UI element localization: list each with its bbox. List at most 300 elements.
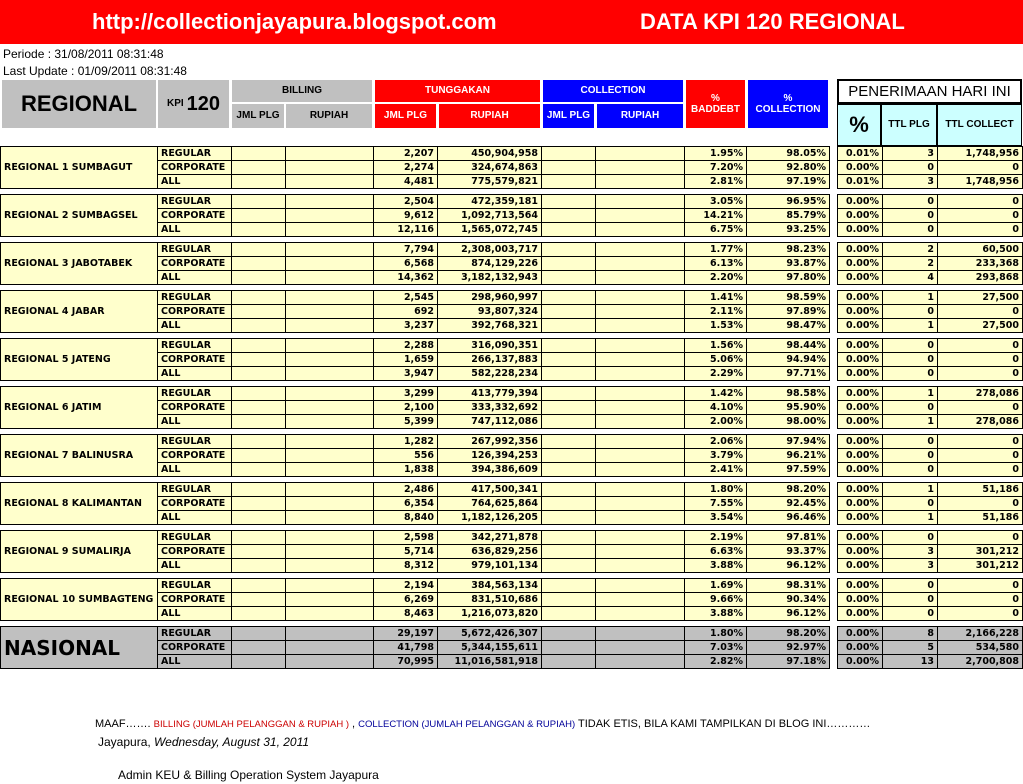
pct-baddebt: 2.29%: [685, 367, 747, 381]
penerimaan-pct: 0.00%: [838, 257, 883, 271]
tunggakan-jml-plg: 70,995: [374, 655, 438, 669]
ttl-plg: 2: [883, 243, 938, 257]
collection-jml-plg-cell: [542, 271, 596, 285]
ttl-collect: 0: [938, 401, 1023, 415]
pct-collection: 90.34%: [747, 593, 830, 607]
pct-baddebt: 1.80%: [685, 627, 747, 641]
tunggakan-jml-plg: 556: [374, 449, 438, 463]
region-name: REGIONAL 2 SUMBAGSEL: [1, 195, 158, 237]
ttl-collect: 301,212: [938, 559, 1023, 573]
header-pct-collection-symbol: %: [783, 92, 793, 104]
collection-jml-plg-cell: [542, 339, 596, 353]
column-gap: [830, 483, 838, 497]
column-gap: [830, 415, 838, 429]
title-banner: [0, 0, 1023, 44]
tunggakan-rupiah: 636,829,256: [438, 545, 542, 559]
pct-collection: 98.58%: [747, 387, 830, 401]
ttl-collect: 0: [938, 497, 1023, 511]
tunggakan-jml-plg: 692: [374, 305, 438, 319]
ttl-collect: 0: [938, 223, 1023, 237]
pct-baddebt: 1.56%: [685, 339, 747, 353]
billing-jml-plg-cell: [232, 353, 286, 367]
tunggakan-rupiah: 1,182,126,205: [438, 511, 542, 525]
tunggakan-jml-plg: 41,798: [374, 641, 438, 655]
collection-jml-plg-cell: [542, 483, 596, 497]
billing-jml-plg-cell: [232, 305, 286, 319]
ttl-plg: 1: [883, 483, 938, 497]
ttl-plg: 1: [883, 319, 938, 333]
ttl-collect: 27,500: [938, 291, 1023, 305]
customer-type: CORPORATE: [158, 305, 232, 319]
pct-collection: 96.12%: [747, 607, 830, 621]
billing-jml-plg-cell: [232, 415, 286, 429]
column-gap: [830, 607, 838, 621]
ttl-plg: 1: [883, 511, 938, 525]
pct-baddebt: 1.53%: [685, 319, 747, 333]
customer-type: ALL: [158, 271, 232, 285]
tunggakan-rupiah: 1,092,713,564: [438, 209, 542, 223]
billing-jml-plg-cell: [232, 607, 286, 621]
header-pct-collection: [748, 80, 828, 128]
tunggakan-jml-plg: 1,838: [374, 463, 438, 477]
penerimaan-pct: 0.00%: [838, 367, 883, 381]
table-row: [1, 339, 1023, 353]
pct-baddebt: 3.88%: [685, 559, 747, 573]
ttl-plg: 0: [883, 497, 938, 511]
table-row: [1, 291, 1023, 305]
kpi-data-table: [0, 146, 1023, 675]
pct-baddebt: 1.42%: [685, 387, 747, 401]
billing-rupiah-cell: [286, 401, 374, 415]
pct-baddebt: 1.41%: [685, 291, 747, 305]
collection-rupiah-cell: [596, 497, 685, 511]
pct-baddebt: 2.81%: [685, 175, 747, 189]
billing-rupiah-cell: [286, 147, 374, 161]
pct-baddebt: 9.66%: [685, 593, 747, 607]
tunggakan-rupiah: 831,510,686: [438, 593, 542, 607]
column-gap: [830, 243, 838, 257]
billing-jml-plg-cell: [232, 593, 286, 607]
ttl-plg: 0: [883, 607, 938, 621]
collection-rupiah-cell: [596, 559, 685, 573]
penerimaan-pct: 0.00%: [838, 627, 883, 641]
ttl-collect: 0: [938, 209, 1023, 223]
penerimaan-pct: 0.00%: [838, 579, 883, 593]
billing-jml-plg-cell: [232, 511, 286, 525]
tunggakan-rupiah: 394,386,609: [438, 463, 542, 477]
pct-collection: 96.21%: [747, 449, 830, 463]
date-value: Wednesday, August 31, 2011: [154, 735, 310, 749]
column-gap: [830, 271, 838, 285]
penerimaan-pct: 0.00%: [838, 449, 883, 463]
ttl-plg: 3: [883, 147, 938, 161]
collection-jml-plg-cell: [542, 367, 596, 381]
ttl-plg: 2: [883, 257, 938, 271]
ttl-plg: 0: [883, 463, 938, 477]
column-gap: [830, 497, 838, 511]
ttl-collect: 0: [938, 607, 1023, 621]
tunggakan-rupiah: 582,228,234: [438, 367, 542, 381]
pct-collection: 98.59%: [747, 291, 830, 305]
billing-rupiah-cell: [286, 641, 374, 655]
tunggakan-rupiah: 392,768,321: [438, 319, 542, 333]
collection-rupiah-cell: [596, 209, 685, 223]
header-kpi-label: KPI: [166, 98, 184, 110]
column-gap: [830, 401, 838, 415]
tunggakan-jml-plg: 2,486: [374, 483, 438, 497]
billing-jml-plg-cell: [232, 655, 286, 669]
customer-type: REGULAR: [158, 147, 232, 161]
collection-jml-plg-cell: [542, 511, 596, 525]
billing-jml-plg-cell: [232, 271, 286, 285]
customer-type: ALL: [158, 367, 232, 381]
collection-jml-plg-cell: [542, 641, 596, 655]
header-pct-collection-label: COLLECTION: [755, 104, 821, 115]
column-gap: [830, 257, 838, 271]
collection-jml-plg-cell: [542, 531, 596, 545]
collection-jml-plg-cell: [542, 147, 596, 161]
collection-jml-plg-cell: [542, 607, 596, 621]
tunggakan-rupiah: 417,500,341: [438, 483, 542, 497]
customer-type: ALL: [158, 559, 232, 573]
billing-rupiah-cell: [286, 339, 374, 353]
collection-rupiah-cell: [596, 175, 685, 189]
pct-collection: 85.79%: [747, 209, 830, 223]
column-gap: [830, 655, 838, 669]
pct-collection: 98.47%: [747, 319, 830, 333]
pct-collection: 98.20%: [747, 483, 830, 497]
tunggakan-jml-plg: 2,207: [374, 147, 438, 161]
ttl-plg: 0: [883, 195, 938, 209]
billing-jml-plg-cell: [232, 497, 286, 511]
header-tunggakan-rupiah: RUPIAH: [439, 104, 540, 128]
customer-type: CORPORATE: [158, 449, 232, 463]
billing-jml-plg-cell: [232, 401, 286, 415]
pct-baddebt: 2.11%: [685, 305, 747, 319]
tunggakan-jml-plg: 6,568: [374, 257, 438, 271]
collection-rupiah-cell: [596, 641, 685, 655]
customer-type: REGULAR: [158, 387, 232, 401]
billing-rupiah-cell: [286, 257, 374, 271]
tunggakan-rupiah: 126,394,253: [438, 449, 542, 463]
billing-rupiah-cell: [286, 415, 374, 429]
tunggakan-rupiah: 324,674,863: [438, 161, 542, 175]
billing-rupiah-cell: [286, 387, 374, 401]
column-gap: [830, 641, 838, 655]
customer-type: REGULAR: [158, 627, 232, 641]
header-penerimaan-hari-ini: PENERIMAAN HARI INI: [837, 79, 1022, 104]
penerimaan-pct: 0.00%: [838, 607, 883, 621]
region-name: REGIONAL 1 SUMBAGUT: [1, 147, 158, 189]
pct-baddebt: 6.13%: [685, 257, 747, 271]
penerimaan-pct: 0.00%: [838, 305, 883, 319]
pct-baddebt: 1.95%: [685, 147, 747, 161]
tunggakan-jml-plg: 14,362: [374, 271, 438, 285]
collection-rupiah-cell: [596, 655, 685, 669]
ttl-plg: 1: [883, 415, 938, 429]
table-row: [1, 243, 1023, 257]
tunggakan-jml-plg: 8,463: [374, 607, 438, 621]
pct-collection: 98.44%: [747, 339, 830, 353]
customer-type: REGULAR: [158, 435, 232, 449]
ttl-plg: 0: [883, 531, 938, 545]
tunggakan-rupiah: 413,779,394: [438, 387, 542, 401]
tunggakan-jml-plg: 1,659: [374, 353, 438, 367]
billing-jml-plg-cell: [232, 257, 286, 271]
ttl-plg: 0: [883, 223, 938, 237]
note-collection: COLLECTION (JUMLAH PELANGGAN & RUPIAH): [358, 719, 576, 730]
penerimaan-pct: 0.00%: [838, 223, 883, 237]
region-name: REGIONAL 7 BALINUSRA: [1, 435, 158, 477]
ttl-collect: 51,186: [938, 511, 1023, 525]
billing-rupiah-cell: [286, 497, 374, 511]
ttl-collect: 0: [938, 449, 1023, 463]
customer-type: CORPORATE: [158, 401, 232, 415]
column-gap: [830, 531, 838, 545]
column-gap: [830, 175, 838, 189]
tunggakan-rupiah: 472,359,181: [438, 195, 542, 209]
billing-jml-plg-cell: [232, 319, 286, 333]
tunggakan-jml-plg: 29,197: [374, 627, 438, 641]
table-row: [1, 531, 1023, 545]
disclaimer-note: [95, 718, 870, 730]
pct-collection: 98.05%: [747, 147, 830, 161]
penerimaan-pct: 0.00%: [838, 291, 883, 305]
header-regional: REGIONAL: [2, 80, 156, 128]
ttl-collect: 301,212: [938, 545, 1023, 559]
pct-baddebt: 1.69%: [685, 579, 747, 593]
header-billing-jml-plg: JML PLG: [232, 104, 284, 128]
table-row: [1, 147, 1023, 161]
billing-rupiah-cell: [286, 531, 374, 545]
billing-jml-plg-cell: [232, 161, 286, 175]
region-name: REGIONAL 9 SUMALIRJA: [1, 531, 158, 573]
collection-jml-plg-cell: [542, 401, 596, 415]
tunggakan-jml-plg: 2,598: [374, 531, 438, 545]
penerimaan-pct: 0.00%: [838, 483, 883, 497]
tunggakan-jml-plg: 2,545: [374, 291, 438, 305]
column-gap: [830, 209, 838, 223]
collection-rupiah-cell: [596, 511, 685, 525]
ttl-collect: 2,166,228: [938, 627, 1023, 641]
collection-jml-plg-cell: [542, 463, 596, 477]
region-name: REGIONAL 10 SUMBAGTENG: [1, 579, 158, 621]
pct-baddebt: 1.77%: [685, 243, 747, 257]
header-penerimaan-pct: %: [837, 104, 881, 146]
tunggakan-jml-plg: 7,794: [374, 243, 438, 257]
pct-collection: 96.95%: [747, 195, 830, 209]
customer-type: REGULAR: [158, 531, 232, 545]
note-lead: MAAF…….: [95, 718, 154, 730]
penerimaan-pct: 0.00%: [838, 641, 883, 655]
pct-collection: 97.18%: [747, 655, 830, 669]
pct-collection: 96.46%: [747, 511, 830, 525]
header-billing: BILLING: [232, 80, 372, 102]
tunggakan-jml-plg: 2,194: [374, 579, 438, 593]
pct-collection: 98.20%: [747, 627, 830, 641]
penerimaan-pct: 0.00%: [838, 387, 883, 401]
tunggakan-jml-plg: 5,714: [374, 545, 438, 559]
collection-jml-plg-cell: [542, 257, 596, 271]
collection-rupiah-cell: [596, 305, 685, 319]
customer-type: CORPORATE: [158, 641, 232, 655]
ttl-plg: 0: [883, 367, 938, 381]
pct-collection: 98.31%: [747, 579, 830, 593]
billing-rupiah-cell: [286, 435, 374, 449]
pct-baddebt: 2.00%: [685, 415, 747, 429]
column-gap: [830, 511, 838, 525]
customer-type: CORPORATE: [158, 257, 232, 271]
pct-baddebt: 7.55%: [685, 497, 747, 511]
ttl-collect: 0: [938, 463, 1023, 477]
tunggakan-rupiah: 2,308,003,717: [438, 243, 542, 257]
column-gap: [830, 449, 838, 463]
pct-collection: 97.80%: [747, 271, 830, 285]
collection-jml-plg-cell: [542, 655, 596, 669]
column-gap: [830, 305, 838, 319]
ttl-collect: 233,368: [938, 257, 1023, 271]
customer-type: REGULAR: [158, 579, 232, 593]
ttl-plg: 0: [883, 353, 938, 367]
penerimaan-pct: 0.00%: [838, 401, 883, 415]
pct-baddebt: 3.88%: [685, 607, 747, 621]
ttl-plg: 1: [883, 387, 938, 401]
date-city: Jayapura,: [98, 735, 155, 749]
billing-jml-plg-cell: [232, 223, 286, 237]
tunggakan-rupiah: 979,101,134: [438, 559, 542, 573]
tunggakan-rupiah: 11,016,581,918: [438, 655, 542, 669]
tunggakan-rupiah: 764,625,864: [438, 497, 542, 511]
tunggakan-rupiah: 384,563,134: [438, 579, 542, 593]
pct-collection: 95.90%: [747, 401, 830, 415]
collection-rupiah-cell: [596, 367, 685, 381]
collection-rupiah-cell: [596, 291, 685, 305]
column-gap: [830, 593, 838, 607]
header-collection-rupiah: RUPIAH: [597, 104, 683, 128]
penerimaan-pct: 0.00%: [838, 655, 883, 669]
billing-jml-plg-cell: [232, 641, 286, 655]
tunggakan-rupiah: 1,216,073,820: [438, 607, 542, 621]
pct-collection: 97.59%: [747, 463, 830, 477]
billing-rupiah-cell: [286, 223, 374, 237]
pct-collection: 92.45%: [747, 497, 830, 511]
collection-jml-plg-cell: [542, 627, 596, 641]
penerimaan-pct: 0.00%: [838, 593, 883, 607]
pct-baddebt: 2.20%: [685, 271, 747, 285]
collection-jml-plg-cell: [542, 579, 596, 593]
ttl-plg: 0: [883, 161, 938, 175]
ttl-collect: 0: [938, 593, 1023, 607]
tunggakan-jml-plg: 1,282: [374, 435, 438, 449]
customer-type: REGULAR: [158, 195, 232, 209]
tunggakan-jml-plg: 9,612: [374, 209, 438, 223]
pct-baddebt: 2.19%: [685, 531, 747, 545]
header-kpi-value: 120: [186, 92, 221, 115]
column-gap: [830, 319, 838, 333]
collection-rupiah-cell: [596, 257, 685, 271]
billing-rupiah-cell: [286, 627, 374, 641]
customer-type: ALL: [158, 415, 232, 429]
header-pct-baddebt-label: BADDEBT: [691, 104, 740, 115]
billing-rupiah-cell: [286, 305, 374, 319]
ttl-collect: 1,748,956: [938, 175, 1023, 189]
footer-signature: Admin KEU & Billing Operation System Jayapura: [118, 768, 379, 782]
ttl-plg: 5: [883, 641, 938, 655]
penerimaan-pct: 0.00%: [838, 161, 883, 175]
column-gap: [830, 545, 838, 559]
tunggakan-jml-plg: 8,312: [374, 559, 438, 573]
tunggakan-rupiah: 93,807,324: [438, 305, 542, 319]
billing-rupiah-cell: [286, 209, 374, 223]
ttl-plg: 0: [883, 339, 938, 353]
collection-jml-plg-cell: [542, 223, 596, 237]
billing-rupiah-cell: [286, 655, 374, 669]
pct-collection: 97.19%: [747, 175, 830, 189]
tunggakan-rupiah: 775,579,821: [438, 175, 542, 189]
pct-collection: 97.71%: [747, 367, 830, 381]
pct-baddebt: 2.06%: [685, 435, 747, 449]
ttl-plg: 0: [883, 449, 938, 463]
region-name: REGIONAL 5 JATENG: [1, 339, 158, 381]
column-gap: [830, 147, 838, 161]
ttl-collect: 60,500: [938, 243, 1023, 257]
pct-baddebt: 2.41%: [685, 463, 747, 477]
customer-type: REGULAR: [158, 243, 232, 257]
penerimaan-pct: 0.00%: [838, 559, 883, 573]
last-update-text: Last Update : 01/09/2011 08:31:48: [3, 64, 187, 78]
collection-jml-plg-cell: [542, 291, 596, 305]
ttl-collect: 51,186: [938, 483, 1023, 497]
column-gap: [830, 195, 838, 209]
billing-jml-plg-cell: [232, 367, 286, 381]
customer-type: CORPORATE: [158, 161, 232, 175]
collection-jml-plg-cell: [542, 593, 596, 607]
pct-collection: 98.00%: [747, 415, 830, 429]
collection-rupiah-cell: [596, 415, 685, 429]
collection-rupiah-cell: [596, 531, 685, 545]
penerimaan-pct: 0.00%: [838, 271, 883, 285]
collection-rupiah-cell: [596, 147, 685, 161]
collection-rupiah-cell: [596, 483, 685, 497]
ttl-collect: 0: [938, 195, 1023, 209]
column-gap: [830, 627, 838, 641]
pct-baddebt: 3.05%: [685, 195, 747, 209]
ttl-plg: 3: [883, 559, 938, 573]
tunggakan-rupiah: 747,112,086: [438, 415, 542, 429]
collection-jml-plg-cell: [542, 387, 596, 401]
collection-jml-plg-cell: [542, 243, 596, 257]
billing-rupiah-cell: [286, 449, 374, 463]
customer-type: CORPORATE: [158, 497, 232, 511]
ttl-plg: 0: [883, 401, 938, 415]
billing-rupiah-cell: [286, 291, 374, 305]
collection-rupiah-cell: [596, 401, 685, 415]
ttl-plg: 3: [883, 545, 938, 559]
billing-jml-plg-cell: [232, 435, 286, 449]
tunggakan-jml-plg: 3,299: [374, 387, 438, 401]
ttl-collect: 293,868: [938, 271, 1023, 285]
customer-type: REGULAR: [158, 483, 232, 497]
collection-rupiah-cell: [596, 435, 685, 449]
customer-type: ALL: [158, 223, 232, 237]
table-row: [1, 579, 1023, 593]
column-gap: [830, 559, 838, 573]
ttl-plg: 0: [883, 593, 938, 607]
tunggakan-jml-plg: 12,116: [374, 223, 438, 237]
date-line: [98, 735, 309, 749]
tunggakan-rupiah: 1,565,072,745: [438, 223, 542, 237]
customer-type: REGULAR: [158, 339, 232, 353]
